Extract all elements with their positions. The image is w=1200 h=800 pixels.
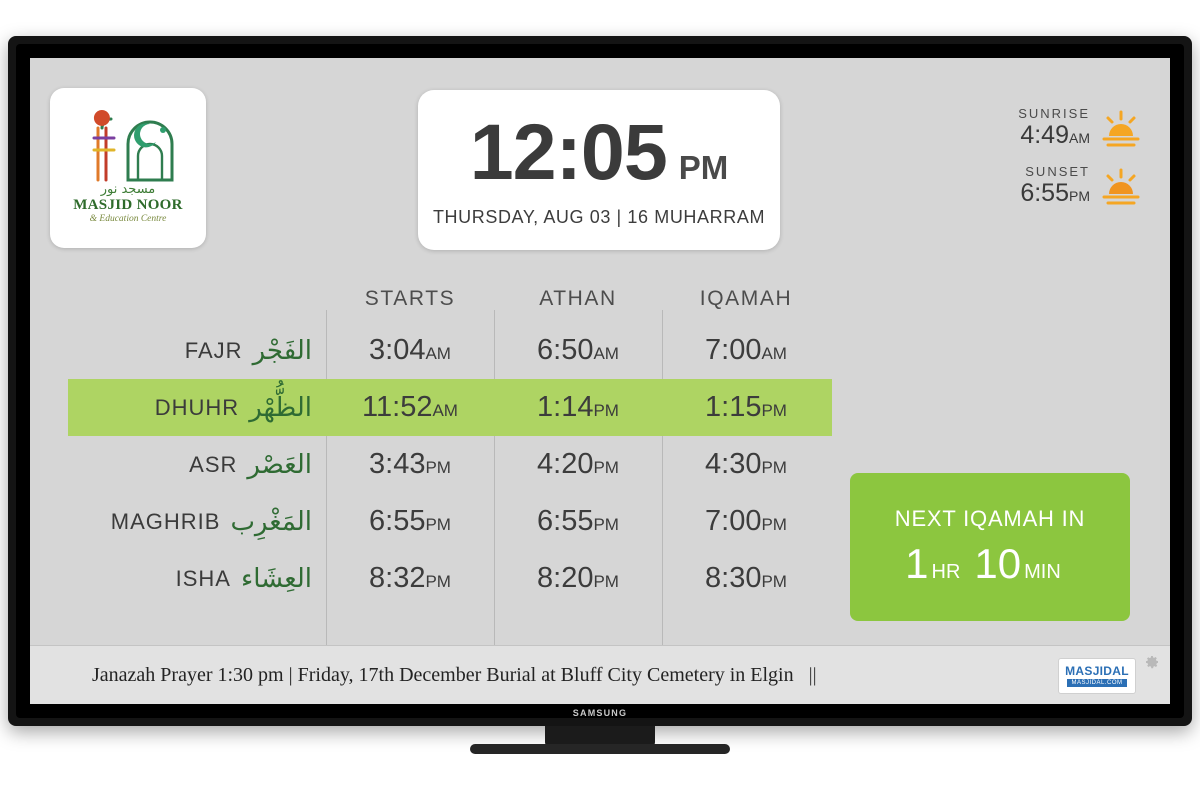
sunset-label: SUNSET [1025, 164, 1090, 179]
prayer-iqamah-time [662, 505, 830, 538]
ticker-separator: || [808, 663, 817, 686]
sunrise-icon [1100, 108, 1142, 148]
iqamah-value: 4:30 [705, 448, 762, 480]
starts-value: 11:52 [362, 391, 433, 423]
iqamah-suffix: PM [761, 515, 787, 534]
prayer-name: ISHA [175, 565, 231, 591]
current-date: THURSDAY, AUG 03 | 16 MUHARRAM [432, 207, 766, 227]
starts-suffix: PM [425, 458, 451, 477]
starts-value: 3:43 [369, 448, 426, 480]
prayer-name-arabic: الفَجْر [252, 335, 312, 366]
athan-suffix: PM [593, 401, 619, 420]
iqamah-suffix: PM [761, 572, 787, 591]
starts-suffix: PM [425, 515, 451, 534]
masjidal-logo-top: MASJIDAL [1065, 664, 1129, 678]
next-iqamah-title: NEXT IQAMAH IN [894, 506, 1086, 531]
table-header-row [68, 276, 832, 322]
next-iqamah-countdown [905, 540, 1075, 588]
athan-suffix: PM [593, 458, 619, 477]
tv-brand-label: SAMSUNG [572, 708, 628, 718]
starts-suffix: AM [425, 344, 451, 363]
iqamah-suffix: PM [761, 401, 787, 420]
prayer-name: ASR [189, 451, 238, 477]
countdown-hours: 1 [905, 540, 929, 587]
sunrise-time [1018, 121, 1090, 150]
prayer-name-cell [68, 335, 326, 366]
iqamah-value: 1:15 [705, 391, 762, 423]
prayer-athan-time [494, 505, 662, 538]
sunset-time [1020, 179, 1090, 208]
prayer-name-cell [68, 506, 326, 537]
sunrise-time-value: 4:49 [1020, 121, 1069, 149]
prayer-iqamah-time [662, 448, 830, 481]
prayer-name-arabic: العِشَاء [240, 563, 312, 594]
sun-times-block [952, 106, 1142, 222]
header-athan: ATHAN [539, 287, 617, 310]
logo-arabic-text: مسجد نور [100, 182, 156, 197]
header-iqamah: IQAMAH [699, 287, 793, 310]
athan-value: 6:55 [537, 505, 594, 537]
athan-suffix: AM [593, 344, 619, 363]
prayer-starts-time [326, 391, 494, 424]
prayer-athan-time [494, 562, 662, 595]
iqamah-suffix: PM [761, 458, 787, 477]
prayer-iqamah-time [662, 562, 830, 595]
ticker-message-text: Janazah Prayer 1:30 pm | Friday, 17th December Burial at Bluff City Cemetery in Elgin [92, 663, 794, 686]
sunrise-row [952, 106, 1142, 150]
prayer-iqamah-time [662, 391, 830, 424]
prayer-starts-time [326, 562, 494, 595]
prayer-name-cell [68, 392, 326, 423]
countdown-hours-unit: HR [931, 561, 961, 583]
sunset-row [952, 164, 1142, 208]
masjidal-logo-bottom: MASJIDAL.COM [1067, 679, 1126, 687]
sunrise-label: SUNRISE [1018, 106, 1090, 121]
next-iqamah-card [850, 473, 1130, 621]
prayer-starts-time [326, 505, 494, 538]
starts-suffix: AM [432, 401, 458, 420]
starts-suffix: PM [425, 572, 451, 591]
table-row-active [68, 379, 832, 436]
prayer-name-cell [68, 449, 326, 480]
table-row [68, 436, 832, 493]
athan-value: 6:50 [537, 334, 594, 366]
countdown-minutes-unit: MIN [1024, 561, 1061, 583]
prayer-athan-time [494, 334, 662, 367]
prayer-starts-time [326, 334, 494, 367]
prayer-display-screen [30, 58, 1170, 704]
clock-row [469, 107, 729, 196]
masjidal-logo[interactable] [1058, 658, 1136, 694]
table-row [68, 550, 832, 607]
sunset-icon [1100, 166, 1142, 206]
masjid-logo-card [50, 88, 206, 248]
header-starts: STARTS [364, 287, 456, 310]
athan-value: 1:14 [537, 391, 594, 423]
table-row [68, 493, 832, 550]
current-time-meridiem: PM [678, 149, 729, 186]
iqamah-value: 7:00 [705, 334, 762, 366]
sunset-time-value: 6:55 [1020, 179, 1069, 207]
prayer-name-arabic: الظُّهْر [249, 392, 312, 423]
athan-value: 8:20 [537, 562, 594, 594]
countdown-minutes: 10 [974, 540, 1022, 587]
logo-name: MASJID NOOR [73, 197, 183, 213]
current-time: 12:05 [469, 107, 667, 196]
gear-icon[interactable] [1144, 654, 1160, 670]
table-row [68, 322, 832, 379]
prayer-name: MAGHRIB [110, 508, 221, 534]
clock-card [418, 90, 780, 250]
prayer-times-table [68, 276, 832, 607]
sunrise-time-suffix: AM [1069, 130, 1090, 146]
prayer-name-arabic: المَغْرِب [230, 506, 312, 537]
logo-subtitle: & Education Centre [89, 214, 167, 224]
prayer-athan-time [494, 391, 662, 424]
mosque-logo-icon [68, 94, 188, 186]
prayer-name-cell [68, 563, 326, 594]
starts-value: 6:55 [369, 505, 426, 537]
ticker-message [92, 664, 827, 687]
prayer-athan-time [494, 448, 662, 481]
tv-stand-base [470, 744, 730, 754]
prayer-name: FAJR [184, 337, 243, 363]
athan-value: 4:20 [537, 448, 594, 480]
iqamah-value: 8:30 [705, 562, 762, 594]
prayer-name-arabic: العَصْر [247, 449, 312, 480]
iqamah-value: 7:00 [705, 505, 762, 537]
prayer-starts-time [326, 448, 494, 481]
announcement-ticker [30, 645, 1170, 704]
sunset-text [1020, 164, 1090, 208]
starts-value: 8:32 [369, 562, 426, 594]
athan-suffix: PM [593, 515, 619, 534]
starts-value: 3:04 [369, 334, 426, 366]
iqamah-suffix: AM [761, 344, 787, 363]
sunset-time-suffix: PM [1069, 188, 1090, 204]
prayer-iqamah-time [662, 334, 830, 367]
sunrise-text [1018, 106, 1090, 150]
athan-suffix: PM [593, 572, 619, 591]
prayer-name: DHUHR [154, 394, 240, 420]
